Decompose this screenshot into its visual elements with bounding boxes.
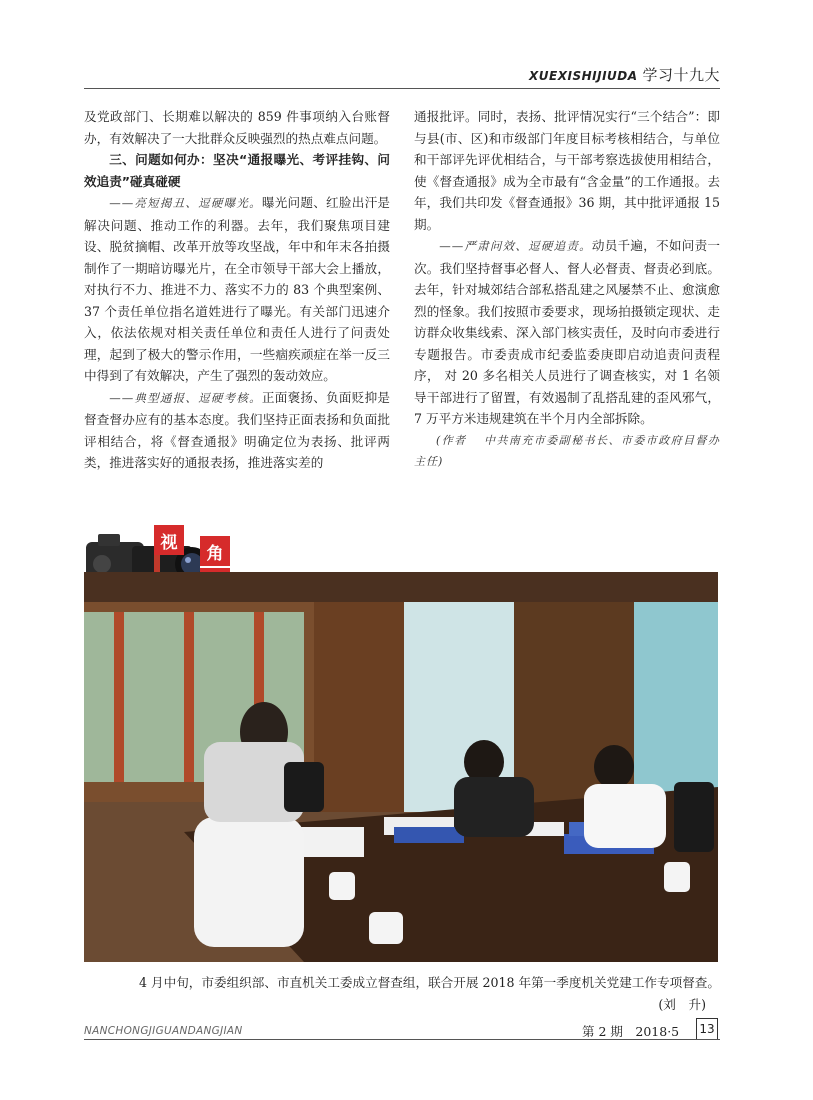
meeting-photo xyxy=(84,572,718,962)
paragraph-lead: ——典型通报、逗硬考核。 xyxy=(109,390,262,405)
header-latin: XUEXISHIJIUDA xyxy=(529,69,638,83)
paragraph-lead: ——亮短揭丑、逗硬曝光。 xyxy=(109,196,262,210)
paragraph-lead: ——严肃问效、逗硬追责。 xyxy=(439,239,592,253)
footer-journal-name: NANCHONGJIGUANDANGJIAN xyxy=(84,1025,243,1037)
header-chinese: 学习十九大 xyxy=(642,66,720,84)
author-note: (作者 中共南充市委副秘书长、市委市政府目督办主任) xyxy=(414,433,720,468)
badge-char-1: 视 xyxy=(154,525,184,555)
paragraph-body: 曝光问题、红脸出汗是解决问题、推动工作的利器。去年，我们聚焦项目建设、脱贫摘帽、改革开放等攻坚战，年中和年末各拍摄制作了一期暗访曝光片，在全市领导干部大会上播放，对执行不力、推进不力、落实不力的 83 个典型案例、37 个责任单位指名道姓进行了曝光。有关部门迅速介入，依法依规对相关责任单位和责任人进行了问责处理，起到了极大的警示作用，一些痼疾顽症在举一反三中得到了有效解决，产生了强烈的轰动效应。 xyxy=(84,195,391,383)
badge-char-2: 角 xyxy=(200,536,230,566)
photo-credit: (刘 升) xyxy=(658,997,706,1012)
footer-issue: 第 2 期 2018·5 xyxy=(582,1024,680,1039)
paragraph xyxy=(84,192,390,387)
paragraph: 及党政部门、长期难以解决的 859 件事项纳入台账督办，有效解决了一大批群众反映强烈的热点难点问题。 xyxy=(84,109,390,146)
paragraph xyxy=(414,235,720,430)
left-column xyxy=(84,106,390,474)
header-rule xyxy=(84,88,720,89)
photo-caption xyxy=(84,973,720,1015)
paragraph xyxy=(84,387,390,474)
caption-text: 4 月中旬，市委组织部、市直机关工委成立督查组，联合开展 2018 年第一季度机关党建工作专项督查。 xyxy=(138,975,720,990)
running-header xyxy=(529,64,720,85)
paragraph: 通报批评。同时，表扬、批评情况实行“三个结合”：即与县(市、区)和市级部门年度目标考核相结合，与单位和干部评先评优相结合，与干部考察选拔使用相结合，使《督查通报》成为全市最有“含金量”的工作通报。去年，我们共印发《督查通报》36 期，其中批评通报 15 期。 xyxy=(414,109,720,232)
footer-rule xyxy=(84,1039,720,1040)
page-number: 13 xyxy=(696,1018,718,1040)
right-column xyxy=(414,106,720,472)
paragraph-body: 动员千遍，不如问责一次。我们坚持督事必督人、督人必督责、督责必到底。去年，针对城郊结合部私搭乱建之风屡禁不止、愈演愈烈的怪象。我们按照市委要求，现场拍摄锁定现状、走访群众收集线索、深入部门核实责任，及时向市委进行专题报告。市委责成市纪委监委庚即启动追责问责程序， 对 20 多名相关人员进行了调查核实，对 1 名领导干部进行了留置，有效遏制了乱搭乱建的歪风邪气，7 万平方米违规建筑在半个月内全部拆除。 xyxy=(414,238,721,426)
paragraph-body: 正面褒扬、负面贬抑是督查督办应有的基本态度。我们坚持正面表扬和负面批评相结合，将《督查通报》明确定位为表扬、批评两类，推进落实好的通报表扬，推进落实差的 xyxy=(84,389,391,470)
section-heading: 三、问题如何办：坚决“通报曝光、考评挂钩、问效追责”碰真碰硬 xyxy=(84,152,390,189)
